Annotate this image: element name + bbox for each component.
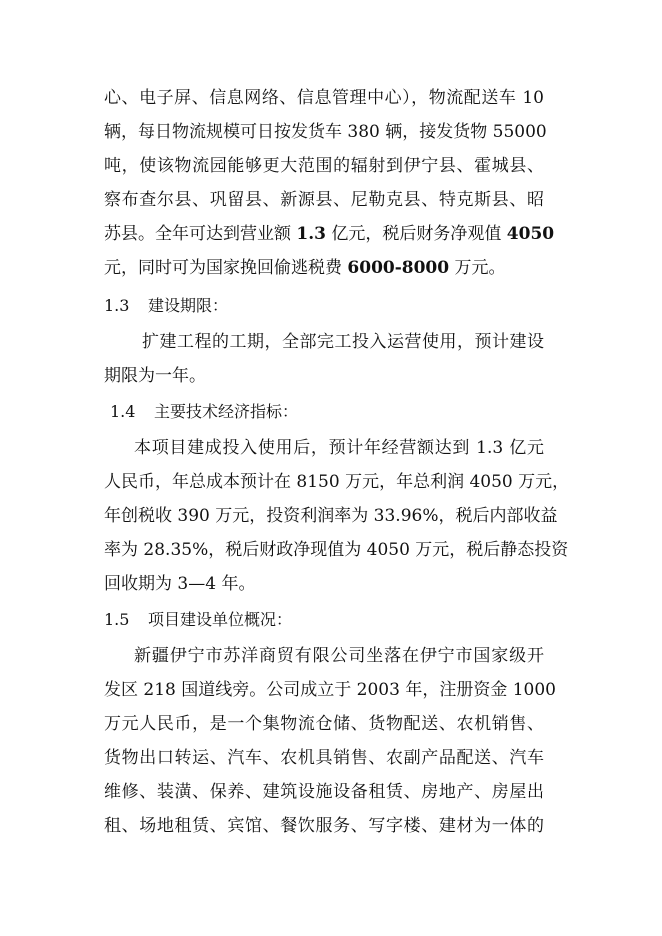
paragraph-line: 货物出口转运、汽车、农机具销售、农副产品配送、汽车 bbox=[104, 748, 544, 768]
paragraph-line: 回收期为 3—4 年。 bbox=[104, 574, 256, 594]
paragraph-line: 万元人民币，是一个集物流仓储、货物配送、农机销售、 bbox=[104, 714, 544, 734]
section-number: 1.4 bbox=[110, 402, 136, 421]
text-run: 亿元，税后财务净观值 bbox=[325, 224, 507, 244]
bold-figure: 6000-8000 bbox=[347, 258, 450, 278]
paragraph-line: 吨，使该物流园能够更大范围的辐射到伊宁县、霍城县、 bbox=[104, 156, 544, 176]
paragraph-line: 率为 28.35%，税后财政净现值为 4050 万元，税后静态投资 bbox=[104, 540, 569, 560]
paragraph-line: 人民币，年总成本预计在 8150 万元，年总利润 4050 万元， bbox=[104, 472, 570, 492]
paragraph-line bbox=[104, 256, 544, 280]
paragraph-line: 扩建工程的工期，全部完工投入运营使用，预计建设 bbox=[142, 332, 544, 352]
paragraph-line: 租、场地租赁、宾馆、餐饮服务、写字楼、建材为一体的 bbox=[104, 816, 544, 836]
paragraph-line: 察布查尔县、巩留县、新源县、尼勒克县、特克斯县、昭 bbox=[104, 190, 544, 210]
paragraph-line: 心、电子屏、信息网络、信息管理中心），物流配送车 10 bbox=[104, 88, 544, 108]
paragraph-line: 新疆伊宁市苏洋商贸有限公司坐落在伊宁市国家级开 bbox=[134, 646, 544, 666]
section-heading bbox=[104, 608, 292, 632]
section-heading bbox=[104, 294, 228, 318]
section-title: 主要技术经济指标： bbox=[154, 402, 299, 421]
section-title: 建设期限： bbox=[148, 296, 229, 315]
paragraph-line: 期限为一年。 bbox=[104, 366, 206, 386]
section-number: 1.3 bbox=[104, 296, 130, 315]
section-number: 1.5 bbox=[104, 610, 130, 629]
section-heading bbox=[110, 400, 298, 424]
paragraph-line: 年创税收 390 万元，投资利润率为 33.96%，税后内部收益 bbox=[104, 506, 558, 526]
bold-figure: 4050 bbox=[506, 224, 555, 244]
text-run: 苏县。全年可达到营业额 bbox=[104, 224, 297, 244]
paragraph-line bbox=[104, 222, 555, 246]
paragraph-line: 本项目建成投入使用后，预计年经营额达到 1.3 亿元 bbox=[134, 438, 544, 458]
bold-figure: 1.3 bbox=[296, 224, 326, 244]
text-run: 元，同时可为国家挽回偷逃税费 bbox=[104, 258, 348, 278]
paragraph-line: 辆，每日物流规模可日按发货车 380 辆，接发货物 55000 bbox=[104, 122, 547, 142]
text-run: 万元。 bbox=[449, 258, 506, 278]
section-title: 项目建设单位概况： bbox=[148, 610, 293, 629]
paragraph-line: 维修、装潢、保养、建筑设施设备租赁、房地产、房屋出 bbox=[104, 782, 544, 802]
paragraph-line: 发区 218 国道线旁。公司成立于 2003 年，注册资金 1000 bbox=[104, 680, 556, 700]
